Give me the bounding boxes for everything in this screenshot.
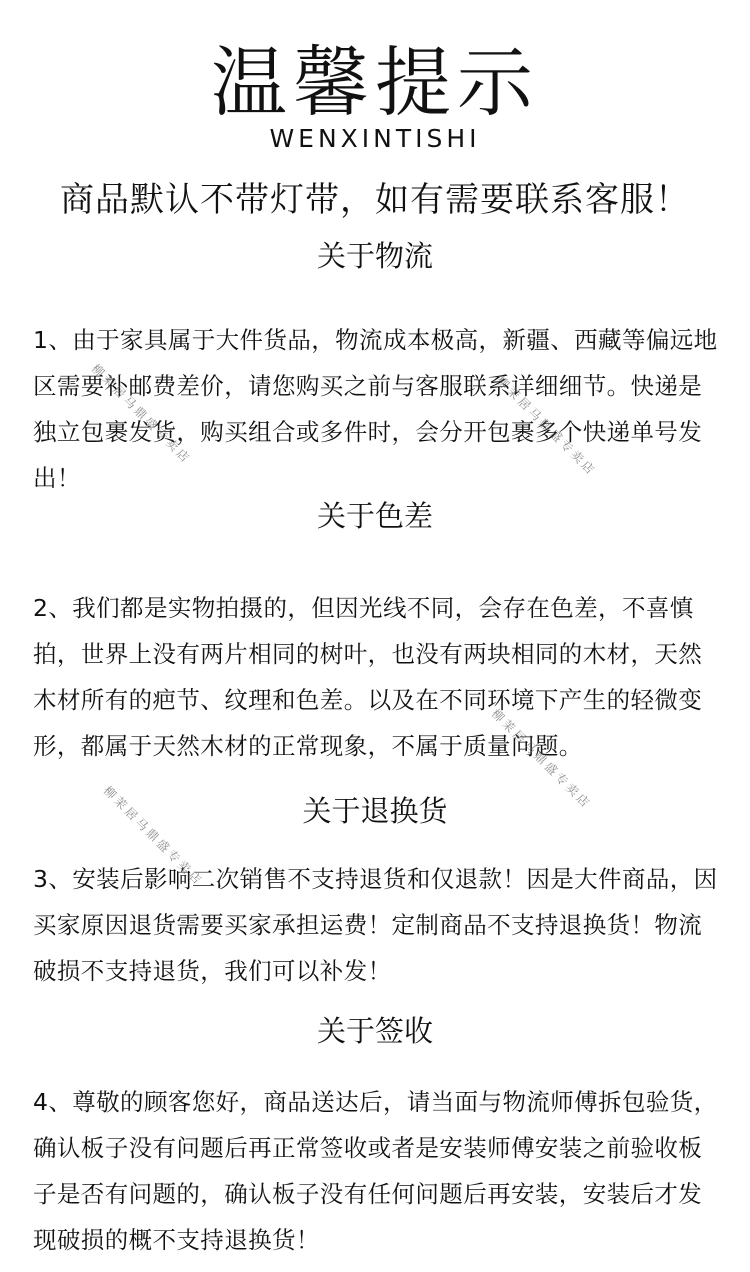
section-text-returns: 3、安装后影响二次销售不支持退货和仅退款！因是大件商品，因买家原因退货需要买家承担运费！定制商品不支持退换货！物流破损不支持退货，我们可以补发！ — [33, 865, 718, 985]
watermark-text: 柳茉居马鼎盛专卖店 — [100, 783, 207, 889]
watermark-text: 柳茉居马鼎盛专卖店 — [488, 706, 595, 812]
section-text-logistics: 1、由于家具属于大件货品，物流成本极高，新疆、西藏等偏远地区需要补邮费差价，请您购买之前与客服联系详细细节。快递是独立包裹发货，购买组合或多件时，会分开包裹多个快递单号发出！ — [33, 326, 718, 492]
page-title: 温馨提示 — [211, 38, 539, 127]
led-strip-notice: 商品默认不带灯带，如有需要联系客服！ — [60, 180, 690, 220]
section-title-logistics: 关于物流 — [316, 239, 433, 273]
section-text-color-difference: 2、我们都是实物拍摄的，但因光线不同，会存在色差，不喜慎拍，世界上没有两片相同的树叶，也没有两块相同的木材，天然木材所有的疤节、纹理和色差。以及在不同环境下产生的轻微变形，都属于天然木材的正常现象，不属于质量问题。 — [33, 594, 703, 760]
section-title-signing: 关于签收 — [316, 1014, 433, 1048]
section-title-color-difference: 关于色差 — [316, 499, 433, 533]
watermark-text: 柳茉居马鼎盛专卖店 — [493, 373, 600, 479]
watermark-text: 柳茉居马鼎盛专卖店 — [88, 361, 195, 467]
section-title-returns: 关于退换货 — [302, 794, 448, 828]
section-text-signing: 4、尊敬的顾客您好，商品送达后，请当面与物流师傅拆包验货，确认板子没有问题后再正常签收或者是安装师傅安装之前验收板子是否有问题的，确认板子没有任何问题后再安装，安装后才发现破损的概不支持退换货！ — [33, 1088, 718, 1254]
page-subtitle: WENXINTISHI — [269, 124, 481, 153]
